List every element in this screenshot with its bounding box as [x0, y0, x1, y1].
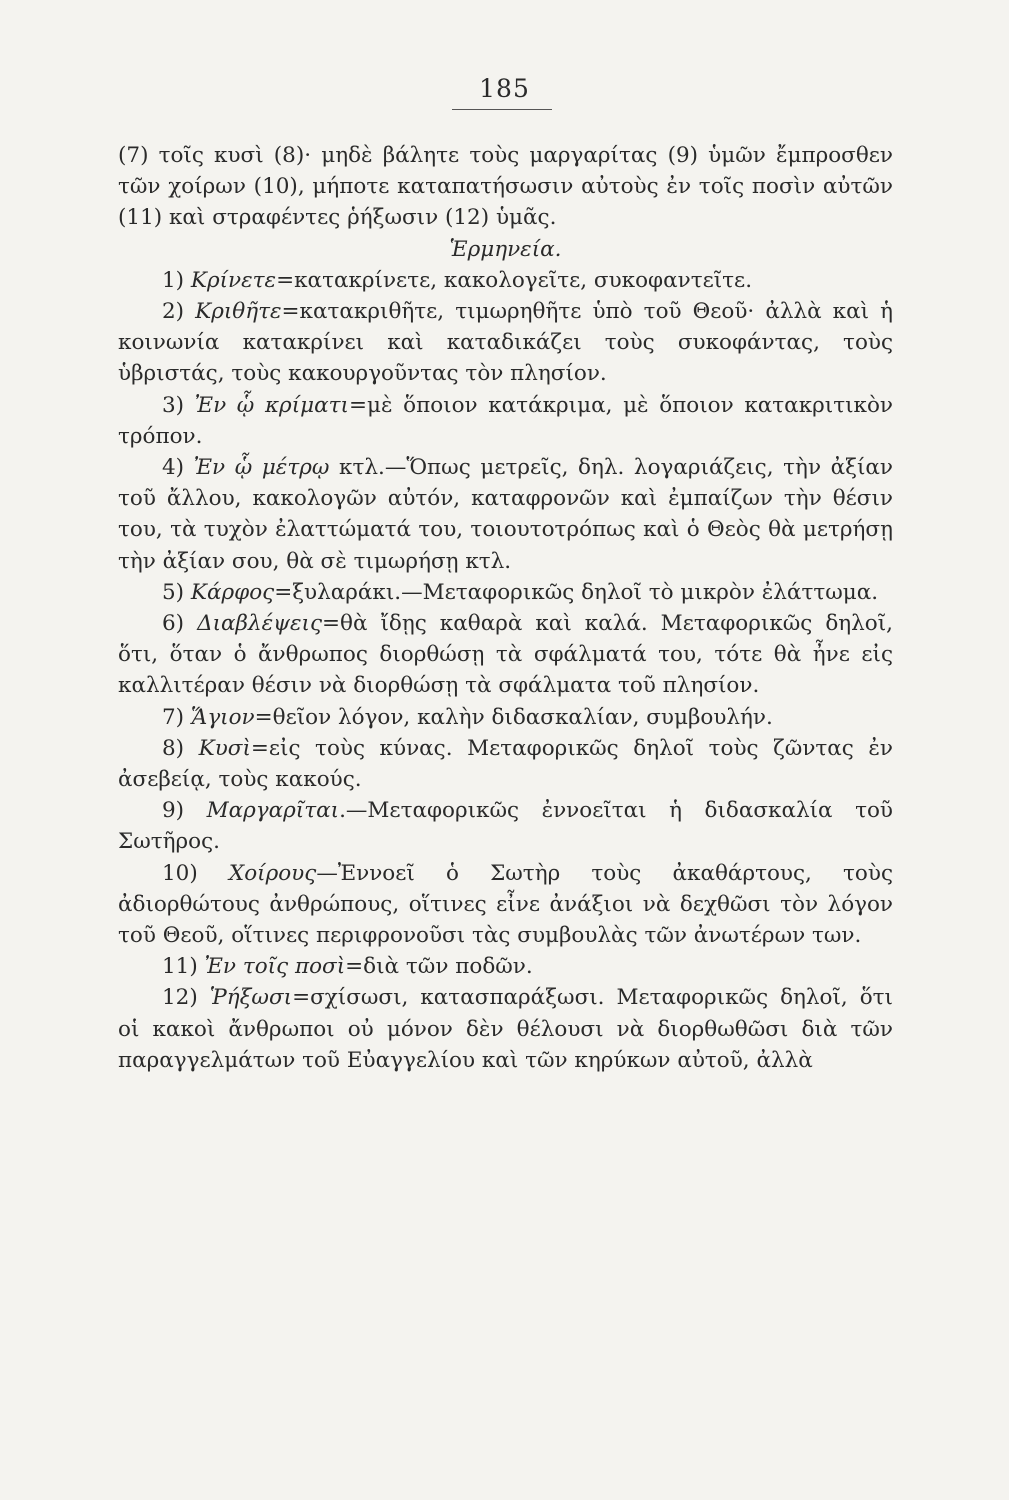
note-number: 2)	[162, 299, 185, 325]
body-text	[118, 140, 893, 1076]
notes-list	[118, 265, 893, 1076]
note-text: =διὰ τῶν ποδῶν.	[345, 954, 533, 980]
note-4	[118, 452, 893, 577]
note-term: Ἐν ᾧ μέτρῳ	[193, 455, 330, 481]
note-term: Μαργαρῖται	[206, 798, 340, 824]
note-term: Κρίνετε	[190, 267, 277, 293]
page-number: 185	[479, 74, 530, 103]
note-9	[118, 795, 893, 857]
note-text: =θεῖον λόγον, καλὴν διδασκαλίαν, συμβουλήν.	[254, 704, 773, 730]
note-term: Διαβλέψεις	[197, 611, 323, 637]
note-text: κτλ.—Ὅπως μετρεῖς, δηλ. λογαριάζεις, τὴν ἀξίαν τοῦ ἄλλου, κακολογῶν αὐτόν, καταφρονῶν καὶ ἐμπαίζων τὴν θέσιν του, τὰ τυχὸν ἐλαττώματά του, τοιουτοτρόπως καὶ ὁ Θεὸς θὰ μετρήσῃ τὴν ἀξίαν σου, θὰ σὲ τιμωρήσῃ κτλ.	[118, 455, 893, 574]
note-text: =ξυλαράκι.—Μεταφορικῶς δηλοῖ τὸ μικρὸν ἐλάττωμα.	[274, 579, 879, 605]
note-term: Ἐν ᾧ κρίματι	[194, 392, 349, 418]
note-text: =θὰ ἴδῃς καθαρὰ καὶ καλά. Μεταφορικῶς δηλοῖ, ὅτι, ὅταν ὁ ἄνθρωπος διορθώσῃ τὰ σφάλματά του, τότε θὰ ἦνε εἰς καλλιτέραν θέσιν νὰ διορθώσῃ τὰ σφάλματα τοῦ πλησίον.	[118, 611, 893, 699]
note-3	[118, 390, 893, 452]
note-10	[118, 858, 893, 952]
note-number: 6)	[162, 611, 185, 637]
note-text: =κατακρίνετε, κακολογεῖτε, συκοφαντεῖτε.	[276, 267, 753, 293]
note-term: Κριθῆτε	[195, 299, 282, 325]
note-number: 5)	[162, 579, 185, 605]
note-term: Ἐν τοῖς ποσὶ	[204, 954, 346, 980]
note-text: =εἰς τοὺς κύνας. Μεταφορικῶς δηλοῖ τοὺς ζῶντας ἐν ἀσεβείᾳ, τοὺς κακούς.	[118, 735, 894, 793]
note-number: 7)	[162, 704, 185, 730]
note-text: .—Μεταφορικῶς ἐννοεῖται ἡ διδασκαλία τοῦ Σωτῆρος.	[118, 798, 893, 855]
page-number-rule	[452, 109, 552, 110]
note-number: 12)	[162, 985, 198, 1011]
note-number: 3)	[162, 392, 185, 418]
note-term: Ἅγιον	[190, 704, 255, 730]
verse-text: (7) τοῖς κυσὶ (8)· μηδὲ βάλητε τοὺς μαργαρίτας (9) ὑμῶν ἔμπροσθεν τῶν χοίρων (10), μήποτε καταπατήσωσιν αὐτοὺς ἐν τοῖς ποσὶν αὐτῶν (11) καὶ στραφέντες ῥήξωσιν (12) ὑμᾶς.	[118, 143, 893, 231]
note-number: 10)	[162, 860, 198, 886]
note-term: Ῥήξωσι	[209, 985, 293, 1011]
note-5	[118, 577, 893, 608]
note-term: Χοίρους	[228, 860, 317, 886]
note-1	[118, 265, 893, 296]
note-text: —Ἐννοεῖ ὁ Σωτὴρ τοὺς ἀκαθάρτους, τοὺς ἀδιορθώτους ἀνθρώπους, οἵτινες εἶνε ἀνάξιοι νὰ δεχθῶσι τὸν λόγον τοῦ Θεοῦ, οἵτινες περιφρονοῦσι τὰς συμβουλὰς τῶν ἀνωτέρων των.	[118, 860, 893, 949]
note-text: =κατακριθῆτε, τιμωρηθῆτε ὑπὸ τοῦ Θεοῦ· ἀλλὰ καὶ ἡ κοινωνία κατακρίνει καὶ καταδικάζει τοὺς συκοφάντας, τοὺς ὑβριστάς, τοὺς κακουργοῦντας τὸν πλησίον.	[118, 299, 894, 387]
note-12	[118, 982, 893, 1076]
note-number: 11)	[162, 954, 198, 980]
note-2	[118, 296, 893, 390]
note-number: 9)	[162, 798, 185, 824]
note-text: =μὲ ὅποιον κατάκριμα, μὲ ὅποιον κατακριτικὸν τρόπον.	[118, 392, 893, 449]
note-6	[118, 608, 893, 702]
note-number: 1)	[162, 267, 185, 293]
note-term: Κυσὶ	[198, 735, 251, 761]
note-number: 8)	[162, 735, 185, 761]
note-8	[118, 733, 893, 795]
note-7	[118, 702, 893, 733]
note-term: Κάρφος	[190, 579, 275, 605]
section-heading: Ἑρμηνεία.	[449, 236, 562, 262]
note-number: 4)	[162, 455, 185, 481]
note-text: =σχίσωσι, κατασπαράξωσι. Μεταφορικῶς δηλοῖ, ὅτι οἱ κακοὶ ἄνθρωποι οὐ μόνον δὲν θέλουσι νὰ διορθωθῶσι διὰ τῶν παραγγελμάτων τοῦ Εὐαγγελίου καὶ τῶν κηρύκων αὐτοῦ, ἀλλὰ	[118, 985, 893, 1073]
note-11	[118, 951, 893, 982]
